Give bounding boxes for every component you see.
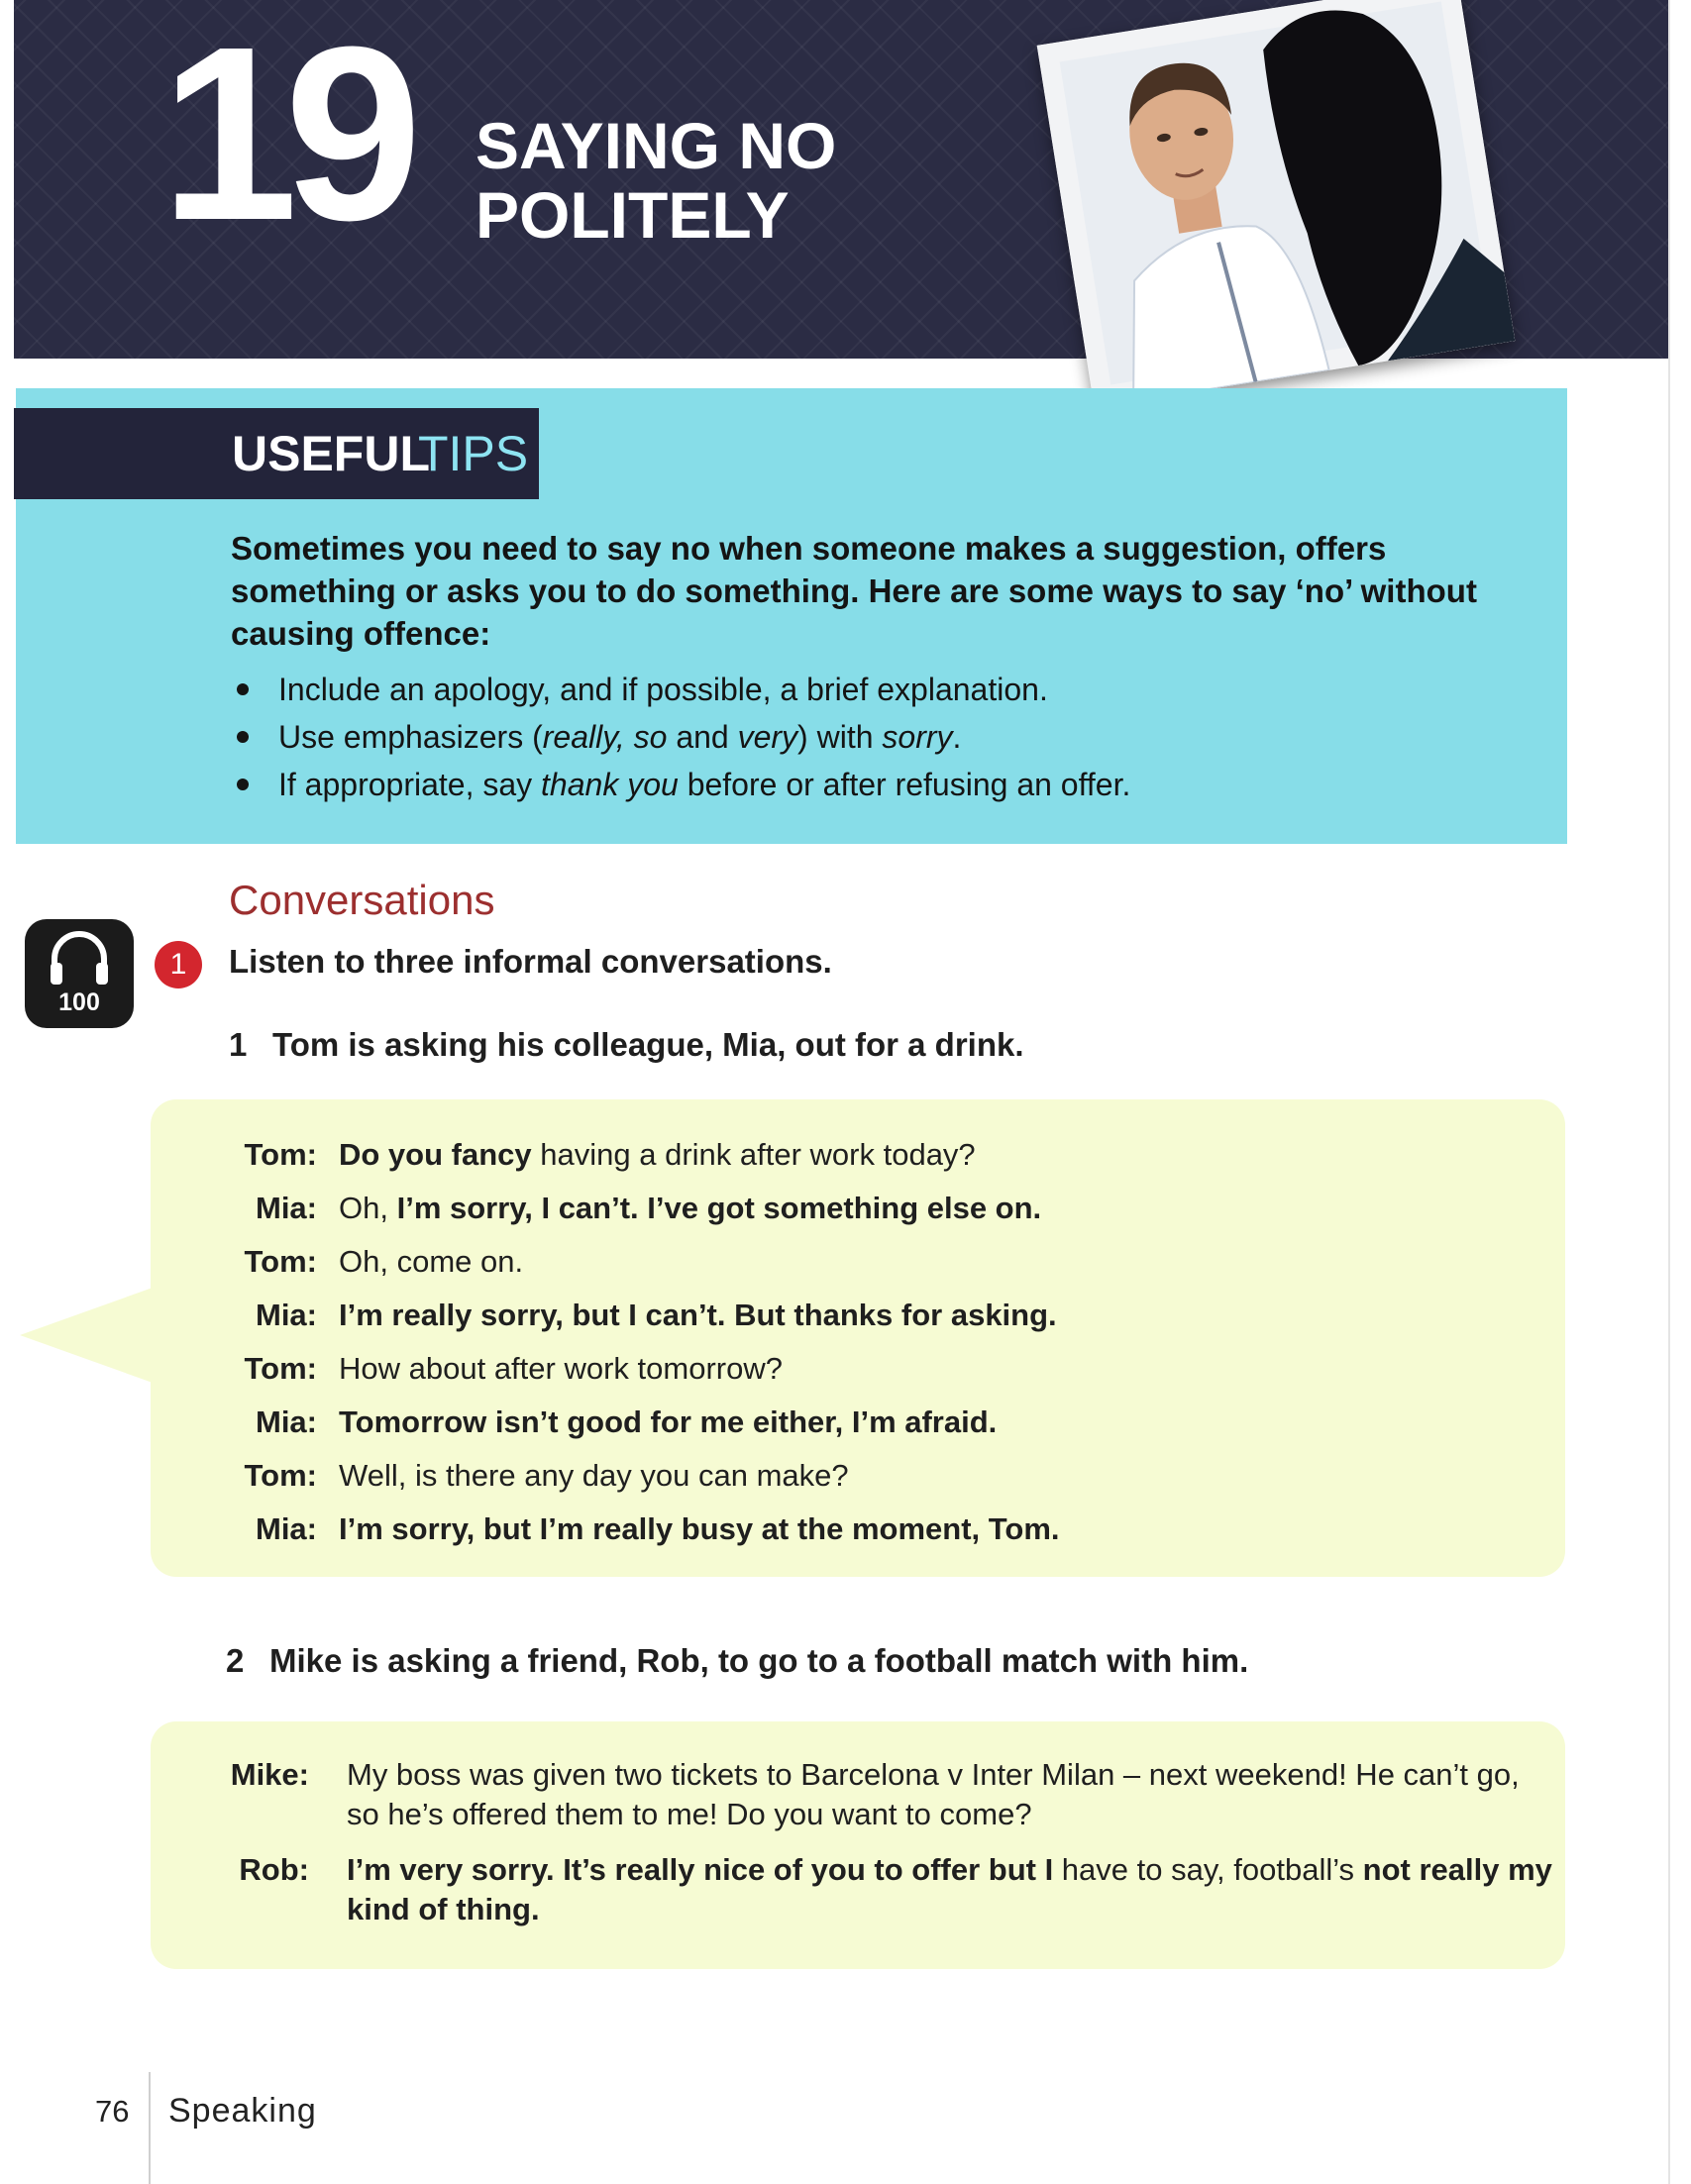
footer-divider [149, 2072, 151, 2184]
conversation-2-heading: 2 Mike is asking a friend, Rob, to go to a football match with him. [226, 1642, 1249, 1679]
tips-bullet: If appropriate, say thank you before or after refusing an offer. [231, 761, 1519, 808]
conversation-1-heading: 1 Tom is asking his colleague, Mia, out for a drink. [229, 1026, 1024, 1063]
unit-title-line2: POLITELY [476, 178, 790, 252]
exercise-instruction: Listen to three informal conversations. [229, 943, 832, 980]
dialog-1-bubble-tail [20, 1288, 153, 1383]
headphones-icon [47, 929, 112, 988]
tips-intro: Sometimes you need to say no when someone makes a suggestion, offers something or asks you to do something. Here are some ways to say ‘no’ without causing offence: [231, 530, 1477, 652]
unit-title [476, 111, 836, 250]
tips-bullet: Include an apology, and if possible, a brief explanation. [231, 666, 1519, 713]
header-photo [1037, 0, 1516, 407]
dialog-2 [228, 1755, 1555, 1945]
tips-list [231, 666, 1519, 808]
unit-number: 19 [160, 0, 409, 271]
useful-tips-label [14, 408, 539, 499]
unit-title-line1: SAYING NO [476, 109, 837, 182]
tips-label-word1: USEFUL [232, 426, 430, 481]
audio-track-number: 100 [58, 988, 100, 1016]
page-number: 76 [95, 2094, 130, 2129]
tips-bullet: Use emphasizers (really, so and very) with sorry. [231, 713, 1519, 761]
page-gutter-rule [1668, 0, 1670, 2184]
dialog-line: Mike: My boss was given two tickets to Barcelona v Inter Milan – next weekend! He can’t go, so he’s offered them to me! Do you want to come? [230, 1757, 1520, 1831]
footer-section-title: Speaking [168, 2092, 317, 2130]
tips-label-word2: TIPS [418, 426, 529, 481]
audio-track-badge[interactable] [25, 919, 134, 1028]
dialog-line: Rob: I’m very sorry. It’s really nice of you to offer but I have to say, football’s not really my kind of thing. [239, 1852, 1552, 1926]
section-title-conversations: Conversations [229, 877, 495, 923]
exercise-number-badge: 1 [155, 941, 202, 988]
